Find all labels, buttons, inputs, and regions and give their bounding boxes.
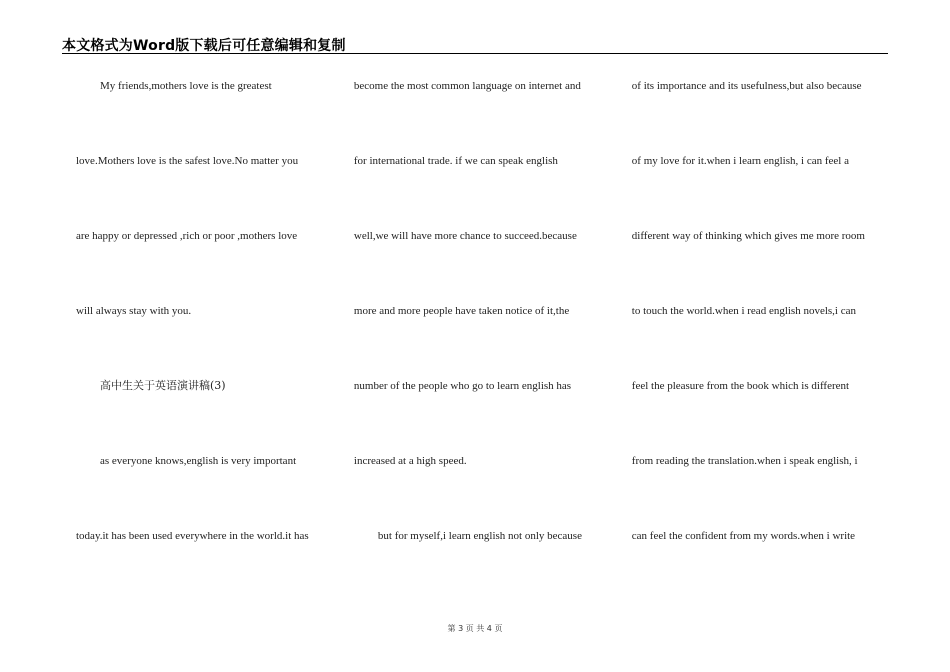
text-line: to touch the world.when i read english novels,i can: [631, 305, 857, 317]
column-1: [76, 78, 354, 603]
text-line: can feel the confident from my words.when i write: [631, 530, 856, 542]
text-line: are happy or depressed ,rich or poor ,mothers love: [76, 230, 298, 242]
text-line: My friends,mothers love is the greatest: [100, 80, 272, 92]
text-line: today.it has been used everywhere in the world.it has: [76, 530, 309, 542]
page-number: 第 3 页 共 4 页: [447, 624, 503, 633]
text-line: become the most common language on internet and: [353, 80, 581, 92]
text-line: increased at a high speed.: [353, 455, 467, 467]
document-header: 本文格式为Word版下载后可任意编辑和复制: [62, 38, 346, 54]
text-line: for international trade. if we can speak english: [353, 155, 558, 167]
text-line: love.Mothers love is the safest love.No matter you: [76, 155, 299, 167]
text-line: will always stay with you.: [76, 305, 192, 317]
header-divider: [62, 53, 888, 54]
text-line: different way of thinking which gives me more room: [631, 230, 865, 242]
text-line: of my love for it.when i learn english, i can feel a: [631, 155, 849, 167]
text-line: from reading the translation.when i speak english, i: [631, 455, 858, 467]
column-3: [632, 78, 888, 603]
column-2: [354, 78, 632, 603]
text-line: well,we will have more chance to succeed.because: [353, 230, 577, 242]
text-line: number of the people who go to learn english has: [353, 380, 572, 392]
section-heading: 高中生关于英语演讲稿(3): [100, 379, 226, 392]
text-columns: [76, 78, 888, 603]
text-line: of its importance and its usefulness,but also because: [631, 80, 862, 92]
text-line: but for myself,i learn english not only because: [377, 530, 582, 542]
text-line: as everyone knows,english is very important: [100, 455, 297, 467]
text-line: feel the pleasure from the book which is different: [631, 380, 850, 392]
text-line: more and more people have taken notice of it,the: [353, 305, 570, 317]
